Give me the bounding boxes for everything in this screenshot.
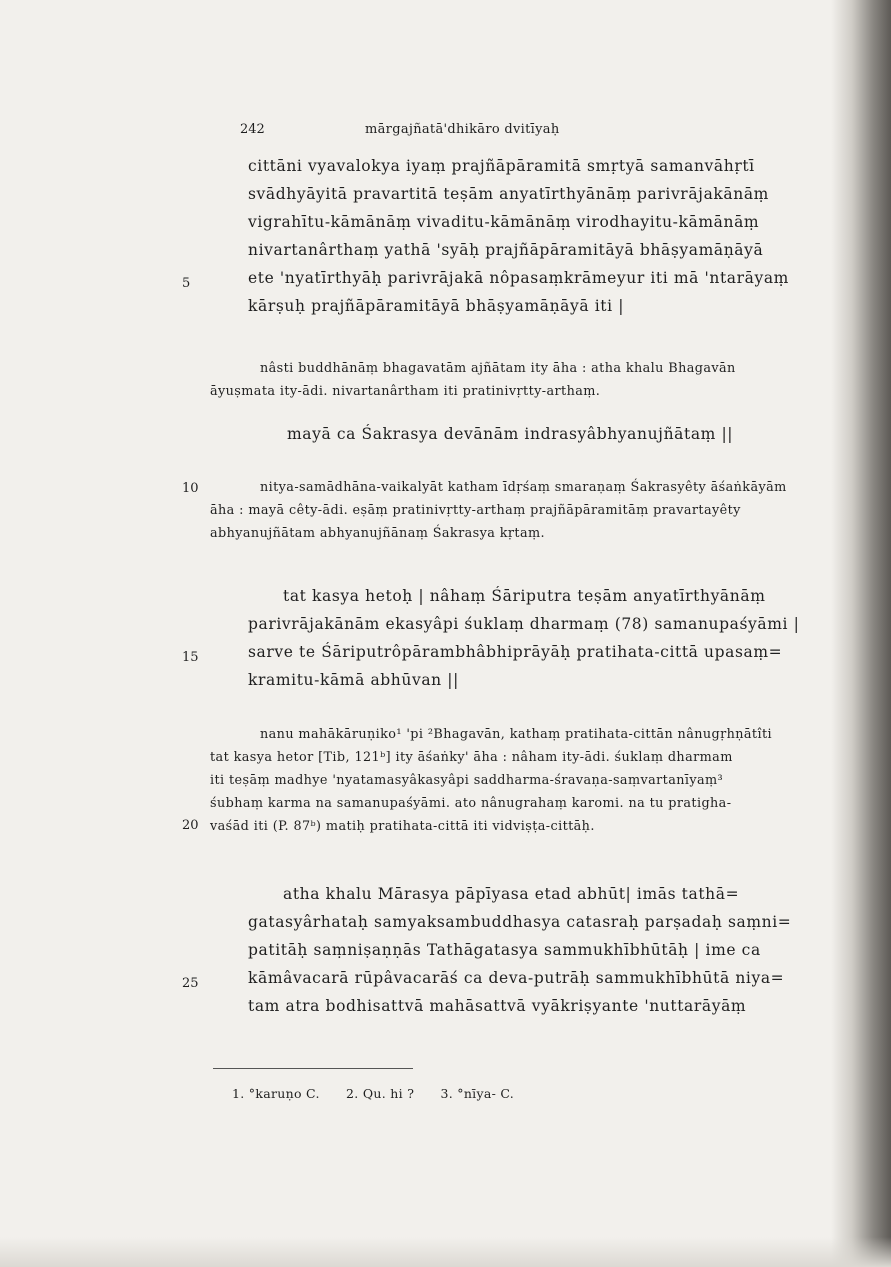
commentary-line: abhyanujñātam abhyanujñānaṃ Śakrasya kṛtaṃ.: [210, 526, 545, 541]
text-line: svādhyāyitā pravartitā teṣām anyatīrthyānāṃ parivrājakānāṃ: [248, 185, 769, 203]
text-line: sarve te Śāriputrôpārambhâbhiprāyāḥ pratihata-cittā upasaṃ=: [248, 643, 783, 661]
commentary-line: āyuṣmata ity-ādi. nivartanârtham iti pratinivṛtty-arthaṃ.: [210, 384, 601, 399]
footnote-rule: [213, 1068, 413, 1069]
line-number-5: 5: [182, 276, 191, 291]
commentary-1: [210, 357, 860, 403]
line-number-20: 20: [182, 818, 199, 833]
commentary-line: śubhaṃ karma na samanupaśyāmi. ato nânugrahaṃ karomi. na tu pratigha-: [210, 796, 732, 811]
commentary-line: nanu mahākāruṇiko¹ 'pi ²Bhagavān, kathaṃ pratihata-cittān nânugṛhṇātîti: [260, 727, 772, 742]
commentary-3: [210, 723, 860, 838]
line-number-15: 15: [182, 650, 199, 665]
root-text-passage-2: [248, 582, 800, 694]
footnotes: [232, 1086, 536, 1101]
page-header: [0, 122, 891, 142]
commentary-line: nâsti buddhānāṃ bhagavatām ajñātam ity āha : atha khalu Bhagavān: [260, 361, 736, 376]
text-line: kāmâvacarā rūpâvacarāś ca deva-putrāḥ sammukhībhūtā niya=: [248, 969, 785, 987]
root-text-passage-3: [248, 880, 792, 1020]
page-number: 242: [240, 122, 265, 137]
text-line: gatasyârhataḥ samyaksambuddhasya catasraḥ parṣadaḥ saṃni=: [248, 913, 792, 931]
verse-line: mayā ca Śakrasya devānām indrasyâbhyanujñātaṃ ||: [287, 425, 734, 443]
commentary-line: tat kasya hetor [Tib, 121ᵇ] ity āśaṅky' āha : nâham ity-ādi. śuklaṃ dharmam: [210, 750, 733, 765]
text-line: kārṣuḥ prajñāpāramitāyā bhāṣyamāṇāyā iti |: [248, 297, 625, 315]
commentary-line: iti teṣāṃ madhye 'nyatamasyâkasyâpi saddharma-śravaṇa-saṃvartanīyaṃ³: [210, 773, 724, 788]
footnote-2: 2. Qu. hi ?: [346, 1086, 415, 1101]
text-line: atha khalu Mārasya pāpīyasa etad abhūt| imās tathā=: [283, 885, 740, 903]
text-line: tat kasya hetoḥ | nâhaṃ Śāriputra teṣām anyatīrthyānāṃ: [283, 587, 766, 605]
line-number-25: 25: [182, 976, 199, 991]
text-line: vigrahītu-kāmānāṃ vivaditu-kāmānāṃ virodhayitu-kāmānāṃ: [248, 213, 760, 231]
text-line: nivartanârthaṃ yathā 'syāḥ prajñāpāramitāyā bhāṣyamāṇāyā: [248, 241, 764, 259]
text-line: patitāḥ saṃniṣaṇṇās Tathāgatasya sammukhībhūtāḥ | ime ca: [248, 941, 761, 959]
commentary-line: āha : mayā cêty-ādi. eṣāṃ pratinivṛtty-arthaṃ prajñāpāramitāṃ pravartayêty: [210, 503, 741, 518]
text-line: ete 'nyatīrthyāḥ parivrājakā nôpasaṃkrāmeyur iti mā 'ntarāyaṃ: [248, 269, 789, 287]
commentary-line: vaśād iti (P. 87ᵇ) matiḥ pratihata-cittā iti vidviṣṭa-cittāḥ.: [210, 819, 595, 834]
footnote-3: 3. °nīya- C.: [440, 1086, 515, 1101]
footnote-1: 1. °karuṇo C.: [232, 1086, 320, 1101]
root-text-passage-1: [248, 152, 789, 320]
text-line: parivrājakānām ekasyâpi śuklaṃ dharmaṃ (78) samanupaśyāmi |: [248, 615, 800, 633]
line-number-10: 10: [182, 481, 199, 496]
text-line: tam atra bodhisattvā mahāsattvā vyākriṣyante 'nuttarāyāṃ: [248, 997, 747, 1015]
commentary-line: nitya-samādhāna-vaikalyāt katham īdṛśaṃ smaraṇaṃ Śakrasyêty āśaṅkāyām: [260, 480, 787, 495]
text-line: kramitu-kāmā abhūvan ||: [248, 671, 459, 689]
text-line: cittāni vyavalokya iyaṃ prajñāpāramitā smṛtyā samanvāhṛtī: [248, 157, 755, 175]
running-head: mārgajñatā'dhikāro dvitīyaḥ: [365, 122, 560, 137]
commentary-2: [210, 476, 860, 545]
